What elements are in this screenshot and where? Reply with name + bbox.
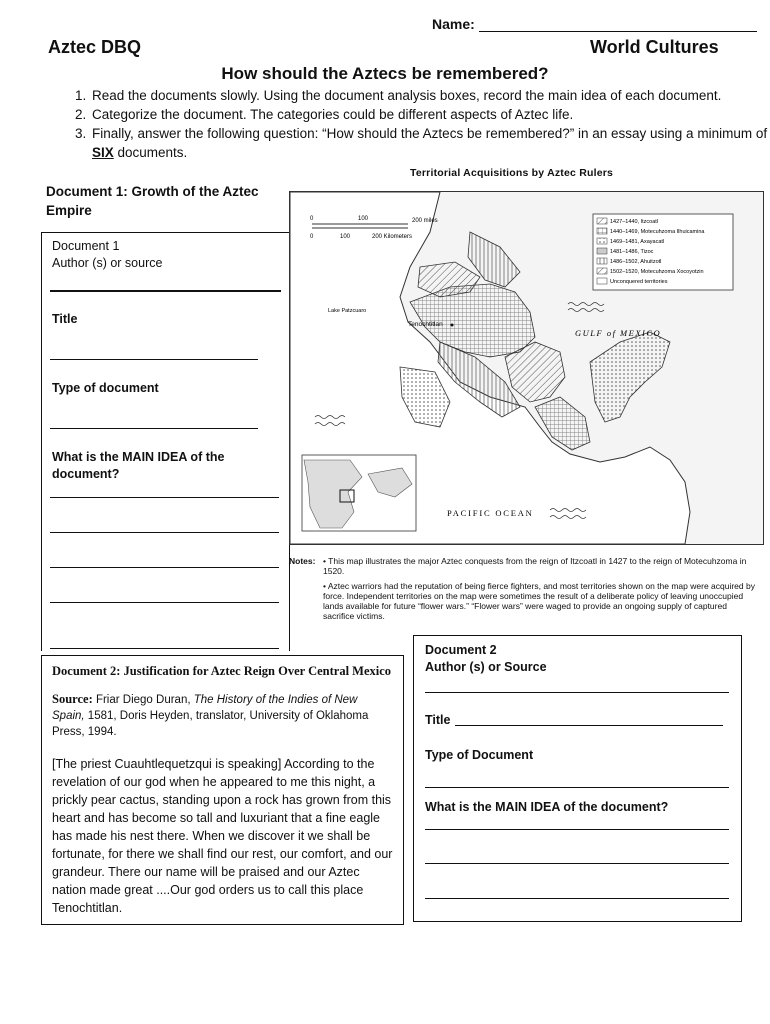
doc1-author-line[interactable] bbox=[50, 290, 281, 292]
six-emphasis: SIX bbox=[92, 145, 114, 160]
pacific-label: PACIFIC OCEAN bbox=[447, 508, 534, 518]
worksheet-title: Aztec DBQ bbox=[48, 37, 142, 57]
document-2-text-box bbox=[41, 655, 404, 925]
doc1-box-title: Document 1 bbox=[52, 239, 120, 253]
name-blank[interactable] bbox=[479, 17, 757, 32]
doc2-main-idea-label: What is the MAIN IDEA of the document? bbox=[425, 800, 669, 814]
doc2-title-line[interactable] bbox=[455, 725, 723, 726]
scale-hundred-km: 100 bbox=[340, 234, 351, 240]
essay-question: How should the Aztecs be remembered? bbox=[221, 64, 549, 83]
legend-item: 1486–1502, Ahuitzotl bbox=[610, 259, 662, 265]
gulf-label: GULF of MEXICO bbox=[575, 328, 662, 338]
doc1-author-label: Author (s) or source bbox=[52, 256, 163, 270]
doc2-source-label: Source: bbox=[52, 692, 93, 706]
course-title: World Cultures bbox=[590, 37, 719, 57]
document-1-analysis-box bbox=[41, 232, 290, 651]
doc1-main-idea-line[interactable] bbox=[50, 602, 279, 603]
instruction-item: 1. Read the documents slowly. Using the document analysis boxes, record the main idea of each document. bbox=[90, 86, 770, 105]
doc1-main-idea-line[interactable] bbox=[50, 497, 279, 498]
document-1-heading: Document 1: Growth of the Aztec Empire bbox=[46, 184, 259, 218]
document-2-analysis-box bbox=[413, 635, 742, 922]
legend-item: 1481–1486, Tizoc bbox=[610, 249, 654, 255]
legend-item: 1440–1469, Motecuhzoma Ilhuicamina bbox=[610, 229, 705, 235]
doc2-source-book: The History of the Indies of New Spain, bbox=[52, 694, 358, 722]
doc1-type-label: Type of document bbox=[52, 381, 159, 395]
scale-hundred: 100 bbox=[358, 216, 369, 222]
notes-label: Notes: bbox=[289, 556, 316, 566]
doc1-main-idea-line[interactable] bbox=[50, 648, 279, 649]
instructions-list bbox=[46, 86, 770, 162]
legend-item: Unconquered territories bbox=[610, 279, 668, 285]
city-label: Tenochtitlan bbox=[408, 321, 443, 328]
yucatan bbox=[590, 332, 670, 422]
doc2-heading: Document 2: Justification for Aztec Reign Over Central Mexico bbox=[52, 664, 392, 678]
map-notes bbox=[289, 556, 759, 621]
scale-zero: 0 bbox=[310, 216, 314, 222]
doc2-main-idea-line[interactable] bbox=[425, 829, 729, 830]
doc2-box-title: Document 2 bbox=[425, 643, 497, 657]
map-title: Territorial Acquisitions by Aztec Rulers bbox=[410, 167, 614, 179]
doc1-main-idea-line[interactable] bbox=[50, 567, 279, 568]
legend-item: 1502–1520, Motecuhzoma Xocoyotzin bbox=[610, 269, 704, 275]
doc2-type-label: Type of Document bbox=[425, 748, 534, 762]
doc2-author-label: Author (s) or Source bbox=[425, 660, 547, 674]
name-field[interactable] bbox=[432, 16, 757, 32]
aztec-territory-map bbox=[289, 191, 764, 545]
scale-miles: 200 miles bbox=[412, 218, 438, 224]
doc2-source: Source: Friar Diego Duran, The History of the Indies of New Spain, 1581, Doris Heyden, translator, University of Oklahoma Press, 1994. bbox=[52, 692, 369, 738]
instruction-item: 3. Finally, answer the following question: “How should the Aztecs be remembered?” in an essay using a minimum of SIX documents. bbox=[90, 124, 770, 162]
doc2-main-idea-line[interactable] bbox=[425, 898, 729, 899]
note-1: • This map illustrates the major Aztec conquests from the reign of Itzcoatl in 1427 to the reign of Motecuhzoma in 1520. bbox=[323, 556, 747, 576]
instruction-item: 2. Categorize the document. The categories could be different aspects of Aztec life. bbox=[90, 105, 770, 124]
doc2-author-line[interactable] bbox=[425, 692, 729, 693]
legend-item: 1469–1481, Axayacatl bbox=[610, 239, 665, 245]
doc2-title-label: Title bbox=[425, 713, 451, 727]
legend-item: 1427–1440, Itzcoatl bbox=[610, 219, 659, 225]
name-label: Name: bbox=[432, 16, 475, 32]
doc1-title-label: Title bbox=[52, 312, 78, 326]
doc2-main-idea-line[interactable] bbox=[425, 863, 729, 864]
doc2-quote: [The priest Cuauhtlequetzqui is speaking] According to the revelation of our god when he appeared to me this night, a prickly pear cactus, standing upon a rock has grown from this heart and has become so tall and luxuriant that a fine eagle has made his nest there. When we discover it we shall be fortunate, for there we shall find our rest, our comfort, and our grandeur. There our name will be praised and our Aztec nation made great ....Our god orders us to call this place Tenochtitlan. bbox=[52, 757, 393, 915]
doc1-title-line[interactable] bbox=[50, 359, 258, 360]
note-2: • Aztec warriors had the reputation of being fierce fighters, and most territories shown on the map were acquired by force. Independent territories on the map were sometimes the result of a deliberate policy of leaving unoccupied lands available for future “flower wars.” “Flower wars” were waged to provide an ongoing supply of captured sacrifice victims. bbox=[323, 581, 755, 621]
doc1-main-idea-line[interactable] bbox=[50, 532, 279, 533]
lake-label: Lake Patzcuaro bbox=[328, 308, 367, 314]
map-graphic bbox=[290, 192, 763, 544]
doc1-main-idea-label: What is the MAIN IDEA of the document? bbox=[52, 450, 225, 481]
scale-zero-km: 0 bbox=[310, 234, 314, 240]
scale-km: 200 Kilometers bbox=[372, 234, 413, 240]
doc2-type-line[interactable] bbox=[425, 787, 729, 788]
tenochtitlan-marker bbox=[451, 324, 454, 327]
doc1-type-line[interactable] bbox=[50, 428, 258, 429]
